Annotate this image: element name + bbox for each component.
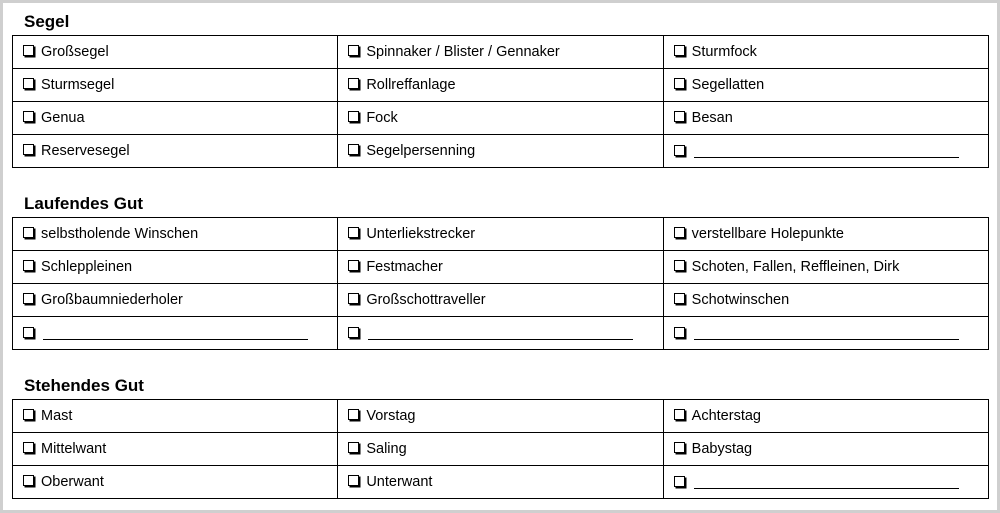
checklist-row: [13, 284, 989, 317]
checkbox[interactable]: [348, 45, 359, 56]
section-title: Segel: [24, 12, 70, 31]
checklist-item: [663, 69, 988, 102]
checklist-item-label: Mast: [41, 408, 73, 424]
checklist-item-label: Schoten, Fallen, Reffleinen, Dirk: [691, 259, 900, 275]
checkbox[interactable]: [23, 409, 34, 420]
checklist-item: [338, 36, 663, 69]
checklist-item: [338, 400, 663, 433]
checklist-row: [13, 69, 989, 102]
checkbox[interactable]: [348, 78, 359, 89]
checklist-item: [663, 218, 988, 251]
checklist-item: [13, 218, 338, 251]
blank-fill-line[interactable]: [694, 474, 959, 489]
checkbox[interactable]: [23, 327, 34, 338]
checklist-item: [13, 284, 338, 317]
checklist-table: [12, 217, 989, 350]
blank-fill-line[interactable]: [694, 143, 959, 158]
checklist-item: [663, 135, 988, 168]
checkbox[interactable]: [348, 111, 359, 122]
checklist-item-label: Sturmfock: [691, 44, 757, 60]
checkbox[interactable]: [674, 78, 685, 89]
checklist-item-label: Unterwant: [366, 474, 433, 490]
checkbox[interactable]: [23, 475, 34, 486]
checkbox[interactable]: [348, 227, 359, 238]
checklist-item-label: Rollreffanlage: [366, 77, 456, 93]
section-stehendes-gut: [12, 373, 989, 499]
checklist-item-label: Schotwinschen: [691, 292, 790, 308]
checklist-item: [13, 317, 338, 350]
checkbox[interactable]: [348, 293, 359, 304]
checklist-row: [13, 400, 989, 433]
checklist-item-label: Oberwant: [41, 474, 104, 490]
checkbox[interactable]: [674, 145, 685, 156]
checkbox[interactable]: [674, 260, 685, 271]
checkbox[interactable]: [23, 293, 34, 304]
checklist-item: [13, 251, 338, 284]
checklist-item-label: Reservesegel: [41, 143, 130, 159]
checklist-row: [13, 466, 989, 499]
checklist-item: [338, 284, 663, 317]
checklist-item: [338, 218, 663, 251]
checklist-item: [663, 102, 988, 135]
checkbox[interactable]: [23, 442, 34, 453]
checklist-item: [663, 251, 988, 284]
checkbox[interactable]: [348, 442, 359, 453]
checkbox[interactable]: [23, 144, 34, 155]
checkbox[interactable]: [674, 327, 685, 338]
checklist-item: [338, 69, 663, 102]
checklist-item: [13, 69, 338, 102]
checklist-item: [663, 466, 988, 499]
checklist-item: [663, 284, 988, 317]
checkbox[interactable]: [348, 144, 359, 155]
checklist-item-label: Spinnaker / Blister / Gennaker: [366, 44, 560, 60]
checkbox[interactable]: [23, 78, 34, 89]
checklist-item-label: Großsegel: [41, 44, 109, 60]
checklist-item-label: Großbaumniederholer: [41, 292, 183, 308]
checklist-row: [13, 251, 989, 284]
checkbox[interactable]: [348, 327, 359, 338]
checklist-item-label: Großschottraveller: [366, 292, 486, 308]
checklist-item: [13, 135, 338, 168]
checklist-item-label: Sturmsegel: [41, 77, 115, 93]
checklist-row: [13, 102, 989, 135]
checklist-row: [13, 433, 989, 466]
checklist-table: [12, 35, 989, 168]
checklist-item: [13, 36, 338, 69]
checklist-item: [13, 400, 338, 433]
checkbox[interactable]: [348, 260, 359, 271]
checkbox[interactable]: [23, 45, 34, 56]
checkbox[interactable]: [674, 111, 685, 122]
checklist-item-label: Festmacher: [366, 259, 443, 275]
checkbox[interactable]: [674, 293, 685, 304]
checklist-row: [13, 317, 989, 350]
checkbox[interactable]: [674, 442, 685, 453]
checklist-row: [13, 218, 989, 251]
checkbox[interactable]: [674, 227, 685, 238]
checklist-item-label: Segelpersenning: [366, 143, 476, 159]
section-title: Laufendes Gut: [24, 194, 144, 213]
section-laufendes-gut: [12, 191, 989, 350]
blank-fill-line[interactable]: [694, 325, 959, 340]
checklist-item-label: Besan: [691, 110, 733, 126]
checklist-item: [338, 135, 663, 168]
checklist-item-label: verstellbare Holepunkte: [691, 226, 844, 242]
checkbox[interactable]: [23, 260, 34, 271]
checklist-item-label: Vorstag: [366, 408, 416, 424]
checkbox[interactable]: [23, 111, 34, 122]
checklist-item-label: Genua: [41, 110, 85, 126]
checklist-item: [663, 36, 988, 69]
checklist-item-label: Achterstag: [691, 408, 761, 424]
checklist-item: [338, 102, 663, 135]
checklist-item-label: Mittelwant: [41, 441, 107, 457]
section-title: Stehendes Gut: [24, 376, 144, 395]
checklist-item: [663, 317, 988, 350]
checklist-row: [13, 36, 989, 69]
checklist-item-label: selbstholende Winschen: [41, 226, 199, 242]
checklist-item: [13, 433, 338, 466]
blank-fill-line[interactable]: [368, 325, 633, 340]
checklist-item-label: Saling: [366, 441, 407, 457]
checkbox[interactable]: [348, 409, 359, 420]
checklist-item: [663, 433, 988, 466]
checklist-item-label: Schleppleinen: [41, 259, 133, 275]
blank-fill-line[interactable]: [43, 325, 308, 340]
checklist-item: [663, 400, 988, 433]
checklist-item: [338, 317, 663, 350]
checklist-item-label: Babystag: [691, 441, 753, 457]
checklist-item-label: Fock: [366, 110, 398, 126]
checkbox[interactable]: [23, 227, 34, 238]
checkbox[interactable]: [674, 476, 685, 487]
checklist-item-label: Unterliekstrecker: [366, 226, 476, 242]
checkbox[interactable]: [674, 45, 685, 56]
checkbox[interactable]: [348, 475, 359, 486]
checklist-item: [338, 466, 663, 499]
section-segel: [12, 9, 989, 168]
checklist-item: [338, 433, 663, 466]
checklist-item: [338, 251, 663, 284]
checkbox[interactable]: [674, 409, 685, 420]
checklist-item: [13, 466, 338, 499]
checklist-table: [12, 399, 989, 499]
checklist-row: [13, 135, 989, 168]
checklist-item: [13, 102, 338, 135]
checklist-item-label: Segellatten: [691, 77, 765, 93]
